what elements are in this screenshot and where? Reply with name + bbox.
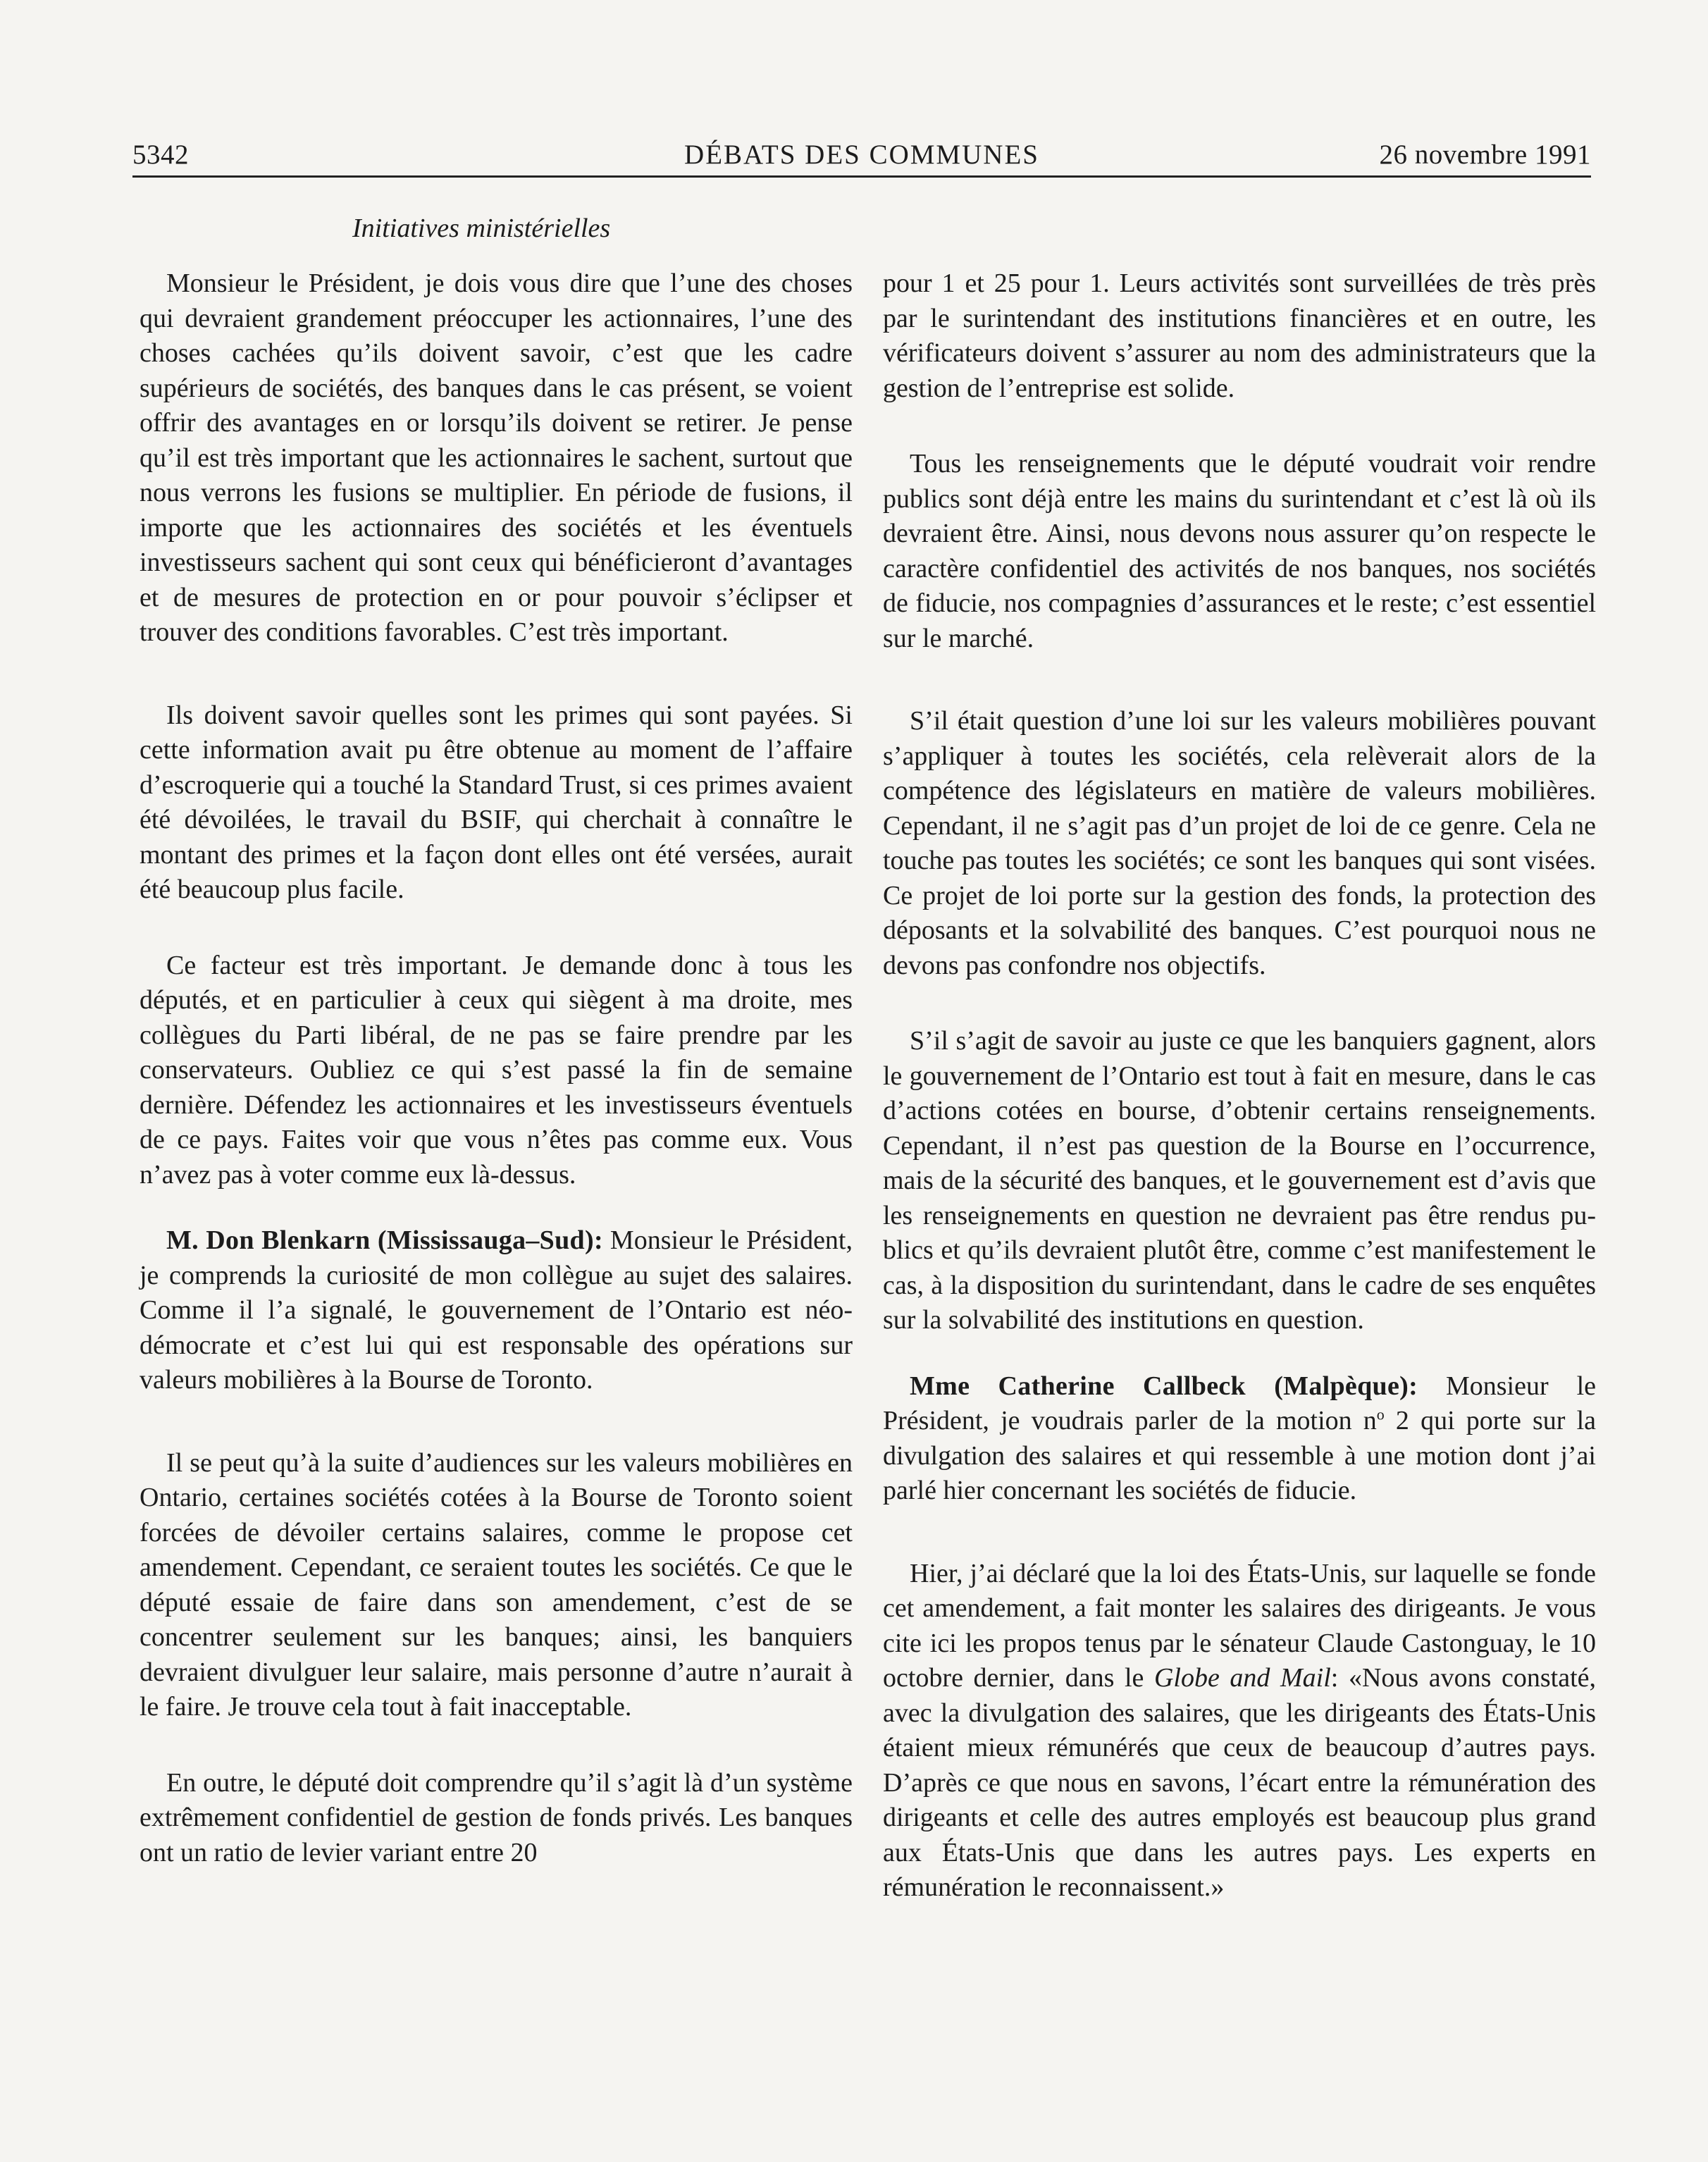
paragraph-text: Hier, j’ai déclaré que la loi des États-Unis, sur laquelle se fonde cet amendement, a fait monter les salaires des dirigeants. Je vous cite ici les propos tenus par le sénateur Claude Castonguay, le 10 octobre dernier, dans le <box>883 1558 1596 1693</box>
ordinal-superscript: o <box>1376 1405 1385 1423</box>
speech-text: Monsieur le Président, je comprends la curiosité de mon collègue au sujet des salaires. Comme il l’a signalé, le gouvernement de l’Ontario est néo-démocrate et c’est lui qui est responsable des opérations sur valeurs mobilières à la Bourse de Toronto. <box>140 1225 853 1395</box>
header-date: 26 novembre 1991 <box>1379 140 1591 170</box>
speech-text: 2 qui porte sur la divulgation des salaires et qui ressemble à une motion dont j’ai parlé hier concernant les sociétés de fiducie. <box>883 1406 1596 1505</box>
speech-paragraph <box>883 1369 1596 1509</box>
paragraph-text: : «Nous avons constaté, avec la divulgation des salaires, que les dirigeants des États-Unis étaient mieux rémunérés que ceux de beaucoup d’autres pays. D’après ce que nous en savons, l’écart entre la rémunération des dirigeants et celle des autres employés est beaucoup plus grand aux États-Unis que dans les autres pays. Les experts en rémunération le reconnaissent.» <box>883 1663 1597 1902</box>
paragraph: pour 1 et 25 pour 1. Leurs activités sont surveillées de très près par le surintendant des institutions financières et en outre, les vérificateurs doivent s’assurer au nom des administrateurs que la gestion de l’entreprise est solide. <box>883 268 1596 403</box>
header-rule <box>132 175 1591 178</box>
newspaper-title: Globe and Mail <box>1153 1663 1331 1693</box>
paragraph: En outre, le député doit comprendre qu’il s’agit là d’un système extrêmement confidentiel de gestion de fonds privés. Les banques ont un ratio de levier variant entre 20 <box>140 1767 853 1867</box>
speech-text: Monsieur le Président, je voudrais parler de la motion n <box>883 1371 1597 1435</box>
page-number: 5342 <box>132 140 189 170</box>
paragraph: Tous les renseignements que le député voudrait voir rendre publics sont déjà entre les mains du surintendant et c’est là où ils devraient être. Ainsi, nous devons nous assurer qu’on respecte le caractère confidentiel des activités de nos banques, nos sociétés de fiducie, nos compagnies d’assurances et le reste; c’est essentiel sur le marché. <box>883 449 1596 653</box>
paragraph: Il se peut qu’à la suite d’audiences sur les valeurs mobilières en Ontario, certaines sociétés cotées à la Bourse de Toronto soient forcées de dévoiler certains salaires, comme le propose cet amendement. Cependant, ce seraient toutes les sociétés. Ce que le député essaie de faire dans son amendement, c’est de se concentrer seulement sur les banques; ainsi, les banquiers devraient divulguer leur salaire, mais personne d’autre n’aurait à le faire. Je trouve cela tout à fait inacceptable. <box>140 1447 853 1722</box>
journal-title: DÉBATS DES COMMUNES <box>684 140 1039 170</box>
running-header <box>132 131 1591 176</box>
paragraph: S’il était question d’une loi sur les valeurs mobilières pouvant s’appliquer à toutes les sociétés, cela relèverait alors de la compétence des législateurs en matière de valeurs mobilières. Cependant, il ne s’agit pas d’un projet de loi de ce genre. Cela ne touche pas toutes les sociétés; ce sont les banques qui sont visées. Ce projet de loi porte sur la gestion des fonds, la protection des déposants et la solvabilité des banques. C’est pourquoi nous ne devons pas confondre nos objectifs. <box>883 706 1596 980</box>
left-column <box>140 266 853 1870</box>
speech-paragraph <box>140 1223 853 1398</box>
section-heading: Initiatives ministérielles <box>352 214 611 243</box>
paragraph: Monsieur le Président, je dois vous dire que l’une des choses qui devraient grandement préoccuper les actionnaires, l’une des choses cachées qu’ils doivent savoir, c’est que les cadre supérieurs de sociétés, des banques dans le cas présent, se voient offrir des avantages en or lorsqu’ils doivent se retirer. Je pense qu’il est très important que les actionnaires le sachent, surtout que nous verrons les fusions se multiplier. En période de fusions, il importe que les actionnaires des sociétés et les éventuels investisseurs sachent qui sont ceux qui bénéficieront d’avantages et de mesures de protection en or pour pouvoir s’éclipser et trouver des conditions favorables. C’est très important. <box>140 268 853 647</box>
paragraph <box>883 1557 1596 1905</box>
paragraph: S’il s’agit de savoir au juste ce que les banquiers gagnent, alors le gouvernement de l’Ontario est tout à fait en mesure, dans le cas d’actions cotées en bourse, d’obtenir certains renseignements. Cependant, il n’est pas question de la Bourse en l’occurrence, mais de la sécurité des banques, et le gouvernement est d’avis que les renseignements en question ne devraient pas être rendus publics et qu’ils devraient plutôt être, comme c’est manifestement le cas, à la disposition du surintendant, dans le cadre de ses enquêtes sur la solvabilité des institutions en question. <box>883 1026 1596 1335</box>
paragraph: Ils doivent savoir quelles sont les primes qui sont payées. Si cette information avait pu être obtenue au moment de l’affaire d’escroquerie qui a touché la Standard Trust, si ces primes avaient été dévoilées, le travail du BSIF, qui cherchait à connaître le montant des primes et la façon dont elles ont été versées, aurait été beaucoup plus facile. <box>140 700 853 904</box>
paragraph: Ce facteur est très important. Je demande donc à tous les députés, et en particulier à ceux qui siègent à ma droite, mes collègues du Parti libéral, de ne pas se faire prendre par les conservateurs. Oubliez ce qui s’est passé la fin de semaine dernière. Défendez les actionnaires et les investisseurs éventuels de ce pays. Faites voir que vous n’êtes pas comme eux. Vous n’avez pas à voter comme eux là-dessus. <box>140 950 853 1190</box>
speaker-name: Mme Catherine Callbeck (Malpèque): <box>910 1371 1418 1401</box>
right-column <box>883 266 1596 1905</box>
speaker-name: M. Don Blenkarn (Mississauga–Sud): <box>166 1225 603 1255</box>
